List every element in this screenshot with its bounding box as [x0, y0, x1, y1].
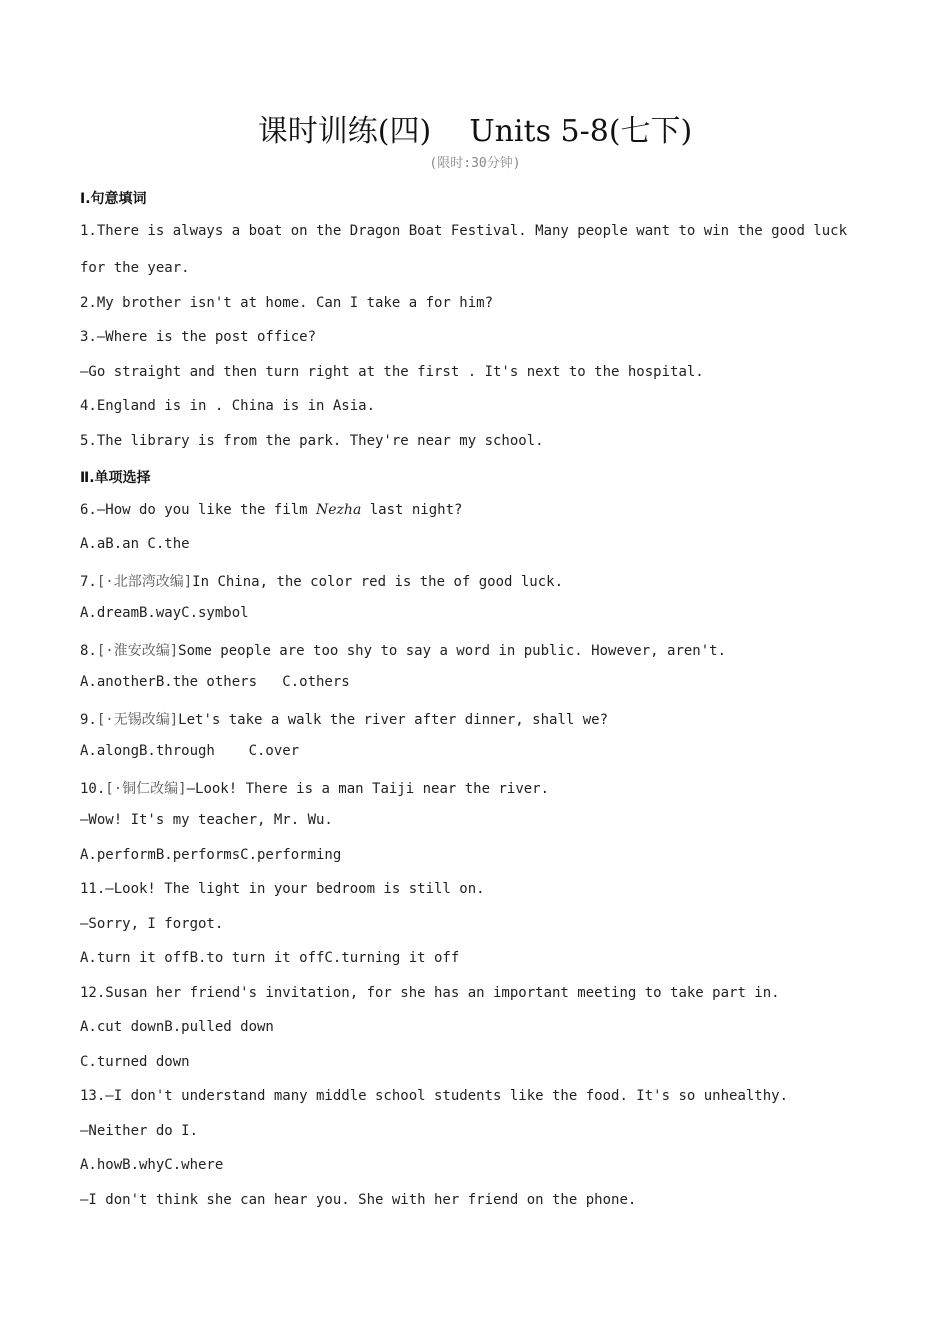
question-7-number: 7.: [80, 574, 97, 590]
question-10-options: A.performB.performsC.performing: [80, 847, 342, 863]
question-7: [80, 571, 563, 591]
question-8-options: A.anotherB.the others C.others: [80, 674, 350, 690]
question-10-number: 10.: [80, 781, 106, 797]
question-3-line-2: —Go straight and then turn right at the first . It's next to the hospital.: [80, 364, 704, 380]
question-11-options: A.turn it offB.to turn it offC.turning it off: [80, 950, 460, 966]
question-7-source: [·北部湾改编]: [96, 574, 193, 590]
question-6: [80, 502, 462, 518]
question-6-options: A.aB.an C.the: [80, 536, 190, 552]
question-3-line-1: 3.—Where is the post office?: [80, 329, 317, 345]
question-7-text: In China, the color red is the of good luck.: [192, 574, 564, 590]
question-9-text: Let's take a walk the river after dinner, shall we?: [178, 712, 609, 728]
question-13-options: A.howB.whyC.where: [80, 1157, 224, 1173]
question-9-options: A.alongB.through C.over: [80, 743, 300, 759]
question-6-pre: 6.—How do you like the film: [80, 502, 317, 518]
question-13-line-2: —Neither do I.: [80, 1123, 199, 1139]
question-8: [80, 640, 726, 660]
question-9-number: 9.: [80, 712, 97, 728]
question-11-line-1: 11.—Look! The light in your bedroom is still on.: [80, 881, 485, 897]
question-4: 4.England is in . China is in Asia.: [80, 398, 376, 414]
question-5: 5.The library is from the park. They're near my school.: [80, 433, 544, 449]
section-2-heading: Ⅱ.单项选择: [80, 470, 151, 486]
question-8-text: Some people are too shy to say a word in public. However, aren't.: [178, 643, 727, 659]
question-1-line-2: for the year.: [80, 260, 190, 276]
question-7-options: A.dreamB.wayC.symbol: [80, 605, 249, 621]
question-11-line-2: —Sorry, I forgot.: [80, 916, 224, 932]
time-limit: (限时:30分钟): [429, 156, 521, 171]
question-9-source: [·无锡改编]: [96, 712, 179, 728]
page-title: 课时训练(四) Units 5-8(七下): [257, 114, 693, 149]
question-10: [80, 778, 549, 798]
question-13-line-1: 13.—I don't understand many middle school students like the food. It's so unhealthy.: [80, 1088, 789, 1104]
question-10-text: —Look! There is a man Taiji near the river.: [186, 781, 550, 797]
question-10-reply: —Wow! It's my teacher, Mr. Wu.: [80, 812, 333, 828]
question-9: [80, 709, 608, 729]
question-8-number: 8.: [80, 643, 97, 659]
question-12: 12.Susan her friend's invitation, for she has an important meeting to take part in.: [80, 985, 780, 1001]
question-1-line-1: 1.There is always a boat on the Dragon Boat Festival. Many people want to win the good luck: [80, 223, 848, 239]
question-12-options-line-1: A.cut downB.pulled down: [80, 1019, 274, 1035]
question-6-film-title: Nezha: [316, 502, 362, 518]
question-14-line-1: —I don't think she can hear you. She with her friend on the phone.: [80, 1192, 637, 1208]
question-12-options-line-2: C.turned down: [80, 1054, 190, 1070]
question-6-post: last night?: [361, 502, 463, 518]
section-1-heading: Ⅰ.句意填词: [80, 191, 147, 207]
question-8-source: [·淮安改编]: [96, 643, 179, 659]
question-2: 2.My brother isn't at home. Can I take a for him?: [80, 295, 494, 311]
question-10-source: [·铜仁改编]: [105, 781, 187, 797]
